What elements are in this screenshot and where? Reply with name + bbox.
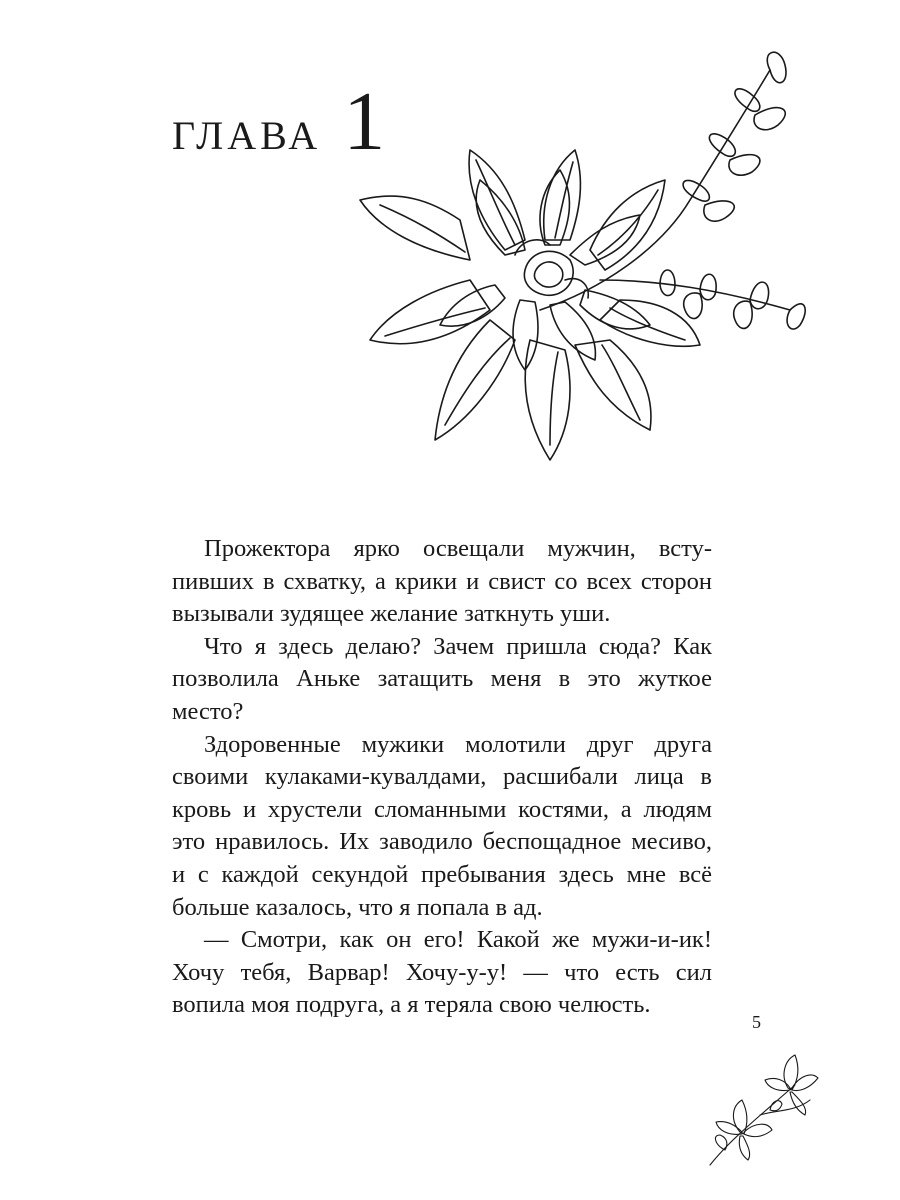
paragraph: Прожектора ярко освещали мужчин, вступивших в схватку, а крики и свист со всех сторон вызывали зудящее желание заткнуть уши. [172,535,712,628]
small-flower-sprig-illustration [700,1040,820,1170]
chapter-word: ГЛАВА [172,113,322,158]
chapter-number: 1 [343,75,386,168]
page-number: 5 [752,1012,761,1032]
paragraph: — Смотри, как он его! Какой же мужи-и-ик! Хочу тебя, Варвар! Хочу-у-у! — что есть сил вопила моя подруга, а я теряла свою челюсть. [172,926,712,1019]
body-text [172,533,712,1022]
paragraph: Что я здесь делаю? Зачем пришла сюда? Как позволила Аньке затащить меня в это жуткое место? [172,632,712,725]
paragraph: Здоровенные мужики молотили друг друга своими кулаками-кувалдами, расшибали лица в кровь и хрустели сломанными костями, а людям это нравилось. Их заводило беспощадное месиво, и с каждой секундой пребывания здесь мне всё больше казалось, что я попала в ад. [172,730,712,921]
magnolia-flower-illustration [340,40,810,480]
